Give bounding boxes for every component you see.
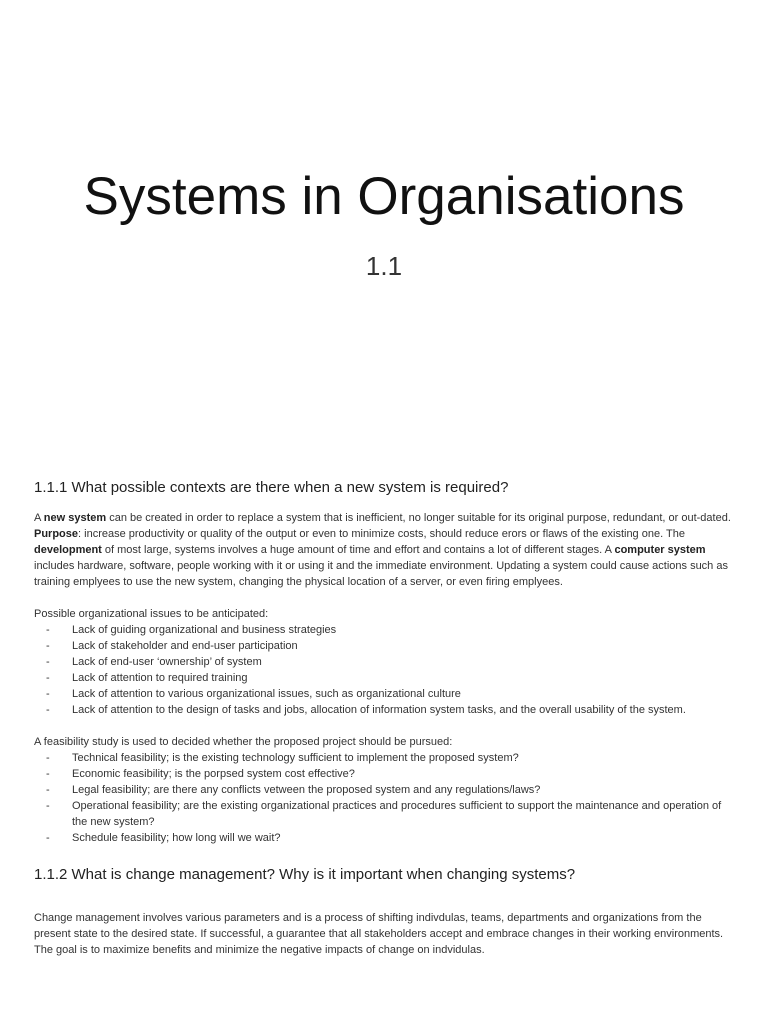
document-body <box>34 478 739 958</box>
list-item: - Technical feasibility; is the existing technology sufficient to implement the proposed system? <box>46 752 519 764</box>
issues-intro: Possible organizational issues to be anticipated: <box>34 608 269 620</box>
page-title: Systems in Organisations <box>83 167 685 226</box>
section-heading: 1.1.1 What possible contexts are there when a new system is required? <box>34 479 509 496</box>
change-management-paragraph: Change management involves various parameters and is a process of shifting indivdulas, teams, departments and organizations from the present state to the desired state. If successful, a guarantee that all stakeholders accept and embrace changes in their working environments. The goal is to maximize benefits and minimize the negative impacts of change on indvidulas. <box>34 912 724 956</box>
list-item: - Operational feasibility; are the existing organizational practices and procedures sufficient to support the maintenance and operation of the new system? <box>46 800 722 828</box>
list-item: - Lack of end-user ‘ownership’ of system <box>46 656 262 668</box>
list-item: - Economic feasibility; is the porpsed system cost effective? <box>46 768 355 780</box>
list-item: - Lack of attention to required training <box>46 672 248 684</box>
page-subtitle: 1.1 <box>365 251 403 281</box>
list-item: - Lack of stakeholder and end-user participation <box>46 640 298 652</box>
issues-list <box>34 622 739 718</box>
section-heading: 1.1.2 What is change management? Why is it important when changing systems? <box>34 866 576 883</box>
intro-paragraph: A new system can be created in order to replace a system that is inefficient, no longer suitable for its original purpose, redundant, or out-dated. Purpose: increase productivity or quality of the output or even to minimize costs, should reduce erors or flaws of the existing one. The development of most large, systems involves a huge amount of time and effort and contains a lot of different stages. A computer system includes hardware, software, people working with it or using it and the immediate environment. Updating a system could cause actions such as training emplyees to use the new system, changing the physical location of a server, or even firing emplyees. <box>34 512 731 588</box>
list-item: - Lack of guiding organizational and business strategies <box>46 624 337 636</box>
list-item: - Lack of attention to the design of tasks and jobs, allocation of information system tasks, and the overall usability of the system. <box>46 704 686 716</box>
list-item: - Schedule feasibility; how long will we wait? <box>46 832 281 844</box>
feasibility-list <box>34 750 739 846</box>
feasibility-intro: A feasibility study is used to decided whether the proposed project should be pursued: <box>34 736 453 748</box>
list-item: - Lack of attention to various organizational issues, such as organizational culture <box>46 688 461 700</box>
list-item: - Legal feasibility; are there any conflicts vetween the proposed system and any regulations/laws? <box>46 784 541 796</box>
